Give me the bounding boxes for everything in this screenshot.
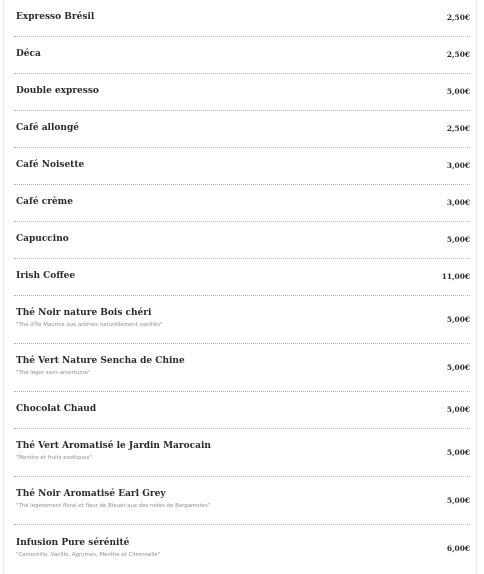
item-description: "Menthe et fruits exotiques"	[16, 455, 92, 461]
item-price: 6,00€	[446, 544, 470, 553]
item-price: 11,00€	[441, 272, 470, 281]
item-name: Café Noisette	[16, 160, 85, 170]
item-name: Irish Coffee	[16, 271, 76, 281]
menu-item	[14, 185, 470, 222]
item-price: 5,00€	[446, 315, 470, 324]
menu-item	[14, 148, 470, 185]
item-name: Infusion Pure sérénité	[16, 538, 130, 548]
item-name: Café crème	[16, 197, 73, 207]
item-description: "Thé légèrement floral et fleur de Bleuet aux des notes de Bergamotes"	[16, 503, 211, 509]
menu-item	[14, 477, 470, 525]
menu-item	[14, 0, 470, 37]
menu-item	[14, 111, 470, 148]
item-price: 3,00€	[446, 161, 470, 170]
item-name: Thé Noir Aromatisé Earl Grey	[16, 489, 166, 499]
menu-item	[14, 222, 470, 259]
menu-item	[14, 344, 470, 392]
item-price: 2,50€	[446, 13, 470, 22]
menu-item	[14, 392, 470, 429]
item-price: 2,50€	[446, 124, 470, 133]
item-price: 2,50€	[446, 50, 470, 59]
menu-item	[14, 296, 470, 344]
menu-item	[14, 259, 470, 296]
item-price: 5,00€	[446, 496, 470, 505]
menu-item	[14, 74, 470, 111]
item-description: "Thé d'Île Maurice aux arômes naturellement vanillés"	[16, 322, 163, 328]
item-name: Déca	[16, 49, 41, 59]
menu-item	[14, 429, 470, 477]
item-name: Double expresso	[16, 86, 99, 96]
item-price: 5,00€	[446, 87, 470, 96]
item-description: "Camomille, Vanille, Agrumes, Menthe et Citronnelle"	[16, 552, 161, 558]
item-name: Thé Vert Aromatisé le Jardin Marocain	[16, 441, 211, 451]
item-price: 5,00€	[446, 405, 470, 414]
item-price: 3,00€	[446, 198, 470, 207]
item-price: 5,00€	[446, 448, 470, 457]
item-name: Capuccino	[16, 234, 69, 244]
menu-item	[14, 37, 470, 74]
item-price: 5,00€	[446, 235, 470, 244]
menu-list	[3, 0, 477, 574]
item-name: Café allongé	[16, 123, 79, 133]
menu-item	[14, 525, 470, 570]
item-description: "Thé léger sans amertume"	[16, 370, 91, 376]
item-name: Thé Noir nature Bois chéri	[16, 308, 152, 318]
item-name: Chocolat Chaud	[16, 404, 97, 414]
item-name: Expresso Brésil	[16, 12, 95, 22]
item-price: 5,00€	[446, 363, 470, 372]
item-name: Thé Vert Nature Sencha de Chine	[16, 356, 185, 366]
